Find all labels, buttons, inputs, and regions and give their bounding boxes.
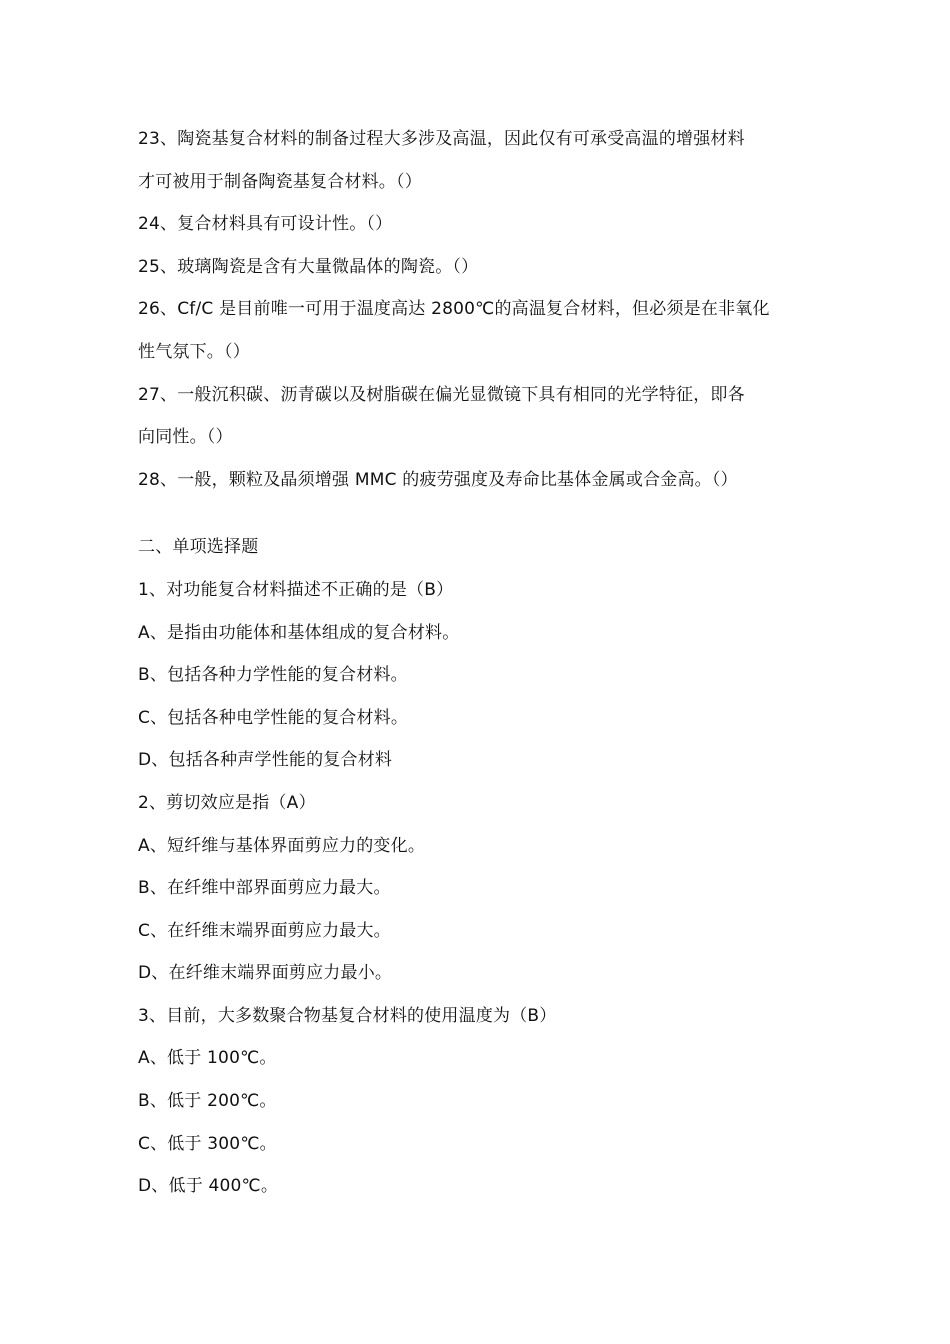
option-c: C、在纤维末端界面剪应力最大。 — [138, 920, 391, 941]
true-false-item-26 — [138, 288, 828, 373]
option-b: B、包括各种力学性能的复合材料。 — [138, 665, 408, 686]
question-3 — [138, 995, 828, 1208]
question-stem: 1、对功能复合材料描述不正确的是（B） — [138, 579, 454, 600]
question-stem: 3、目前，大多数聚合物基复合材料的使用温度为（B） — [138, 1005, 557, 1026]
true-false-item-25 — [138, 246, 828, 289]
item-text: 25、玻璃陶瓷是含有大量微晶体的陶瓷。（） — [138, 256, 479, 277]
true-false-item-27 — [138, 374, 828, 459]
option-a: A、短纤维与基体界面剪应力的变化。 — [138, 835, 426, 856]
option-b: B、在纤维中部界面剪应力最大。 — [138, 878, 391, 899]
true-false-item-23 — [138, 118, 828, 203]
option-a: A、低于 100℃。 — [138, 1048, 277, 1069]
question-stem: 2、剪切效应是指（A） — [138, 792, 316, 813]
option-b: B、低于 200℃。 — [138, 1091, 277, 1112]
item-text: 26、Cf/C 是目前唯一可用于温度高达 2800℃的高温复合材料，但必须是在非氧化 — [138, 299, 770, 320]
item-text: 27、一般沉积碳、沥青碳以及树脂碳在偏光显微镜下具有相同的光学特征，即各 — [138, 384, 745, 405]
option-d: D、低于 400℃。 — [138, 1176, 279, 1197]
item-text-continued: 性气氛下。（） — [138, 341, 250, 362]
question-2 — [138, 782, 828, 995]
true-false-item-24 — [138, 203, 828, 246]
option-a: A、是指由功能体和基体组成的复合材料。 — [138, 622, 460, 643]
section-spacer — [138, 501, 828, 526]
question-1 — [138, 569, 828, 782]
option-c: C、包括各种电学性能的复合材料。 — [138, 707, 409, 728]
option-d: D、包括各种声学性能的复合材料 — [138, 750, 393, 771]
option-c: C、低于 300℃。 — [138, 1133, 277, 1154]
item-text: 28、一般，颗粒及晶须增强 MMC 的疲劳强度及寿命比基体金属或合金高。（） — [138, 469, 738, 490]
item-text: 24、复合材料具有可设计性。（） — [138, 214, 393, 235]
true-false-item-28 — [138, 459, 828, 502]
section-title: 二、单项选择题 — [138, 537, 259, 558]
item-text: 23、陶瓷基复合材料的制备过程大多涉及高温，因此仅有可承受高温的增强材料 — [138, 129, 745, 149]
document-body — [138, 118, 828, 1208]
item-text-continued: 向同性。（） — [138, 427, 233, 448]
item-text-continued: 才可被用于制备陶瓷基复合材料。（） — [138, 171, 422, 192]
option-d: D、在纤维末端界面剪应力最小。 — [138, 963, 393, 984]
